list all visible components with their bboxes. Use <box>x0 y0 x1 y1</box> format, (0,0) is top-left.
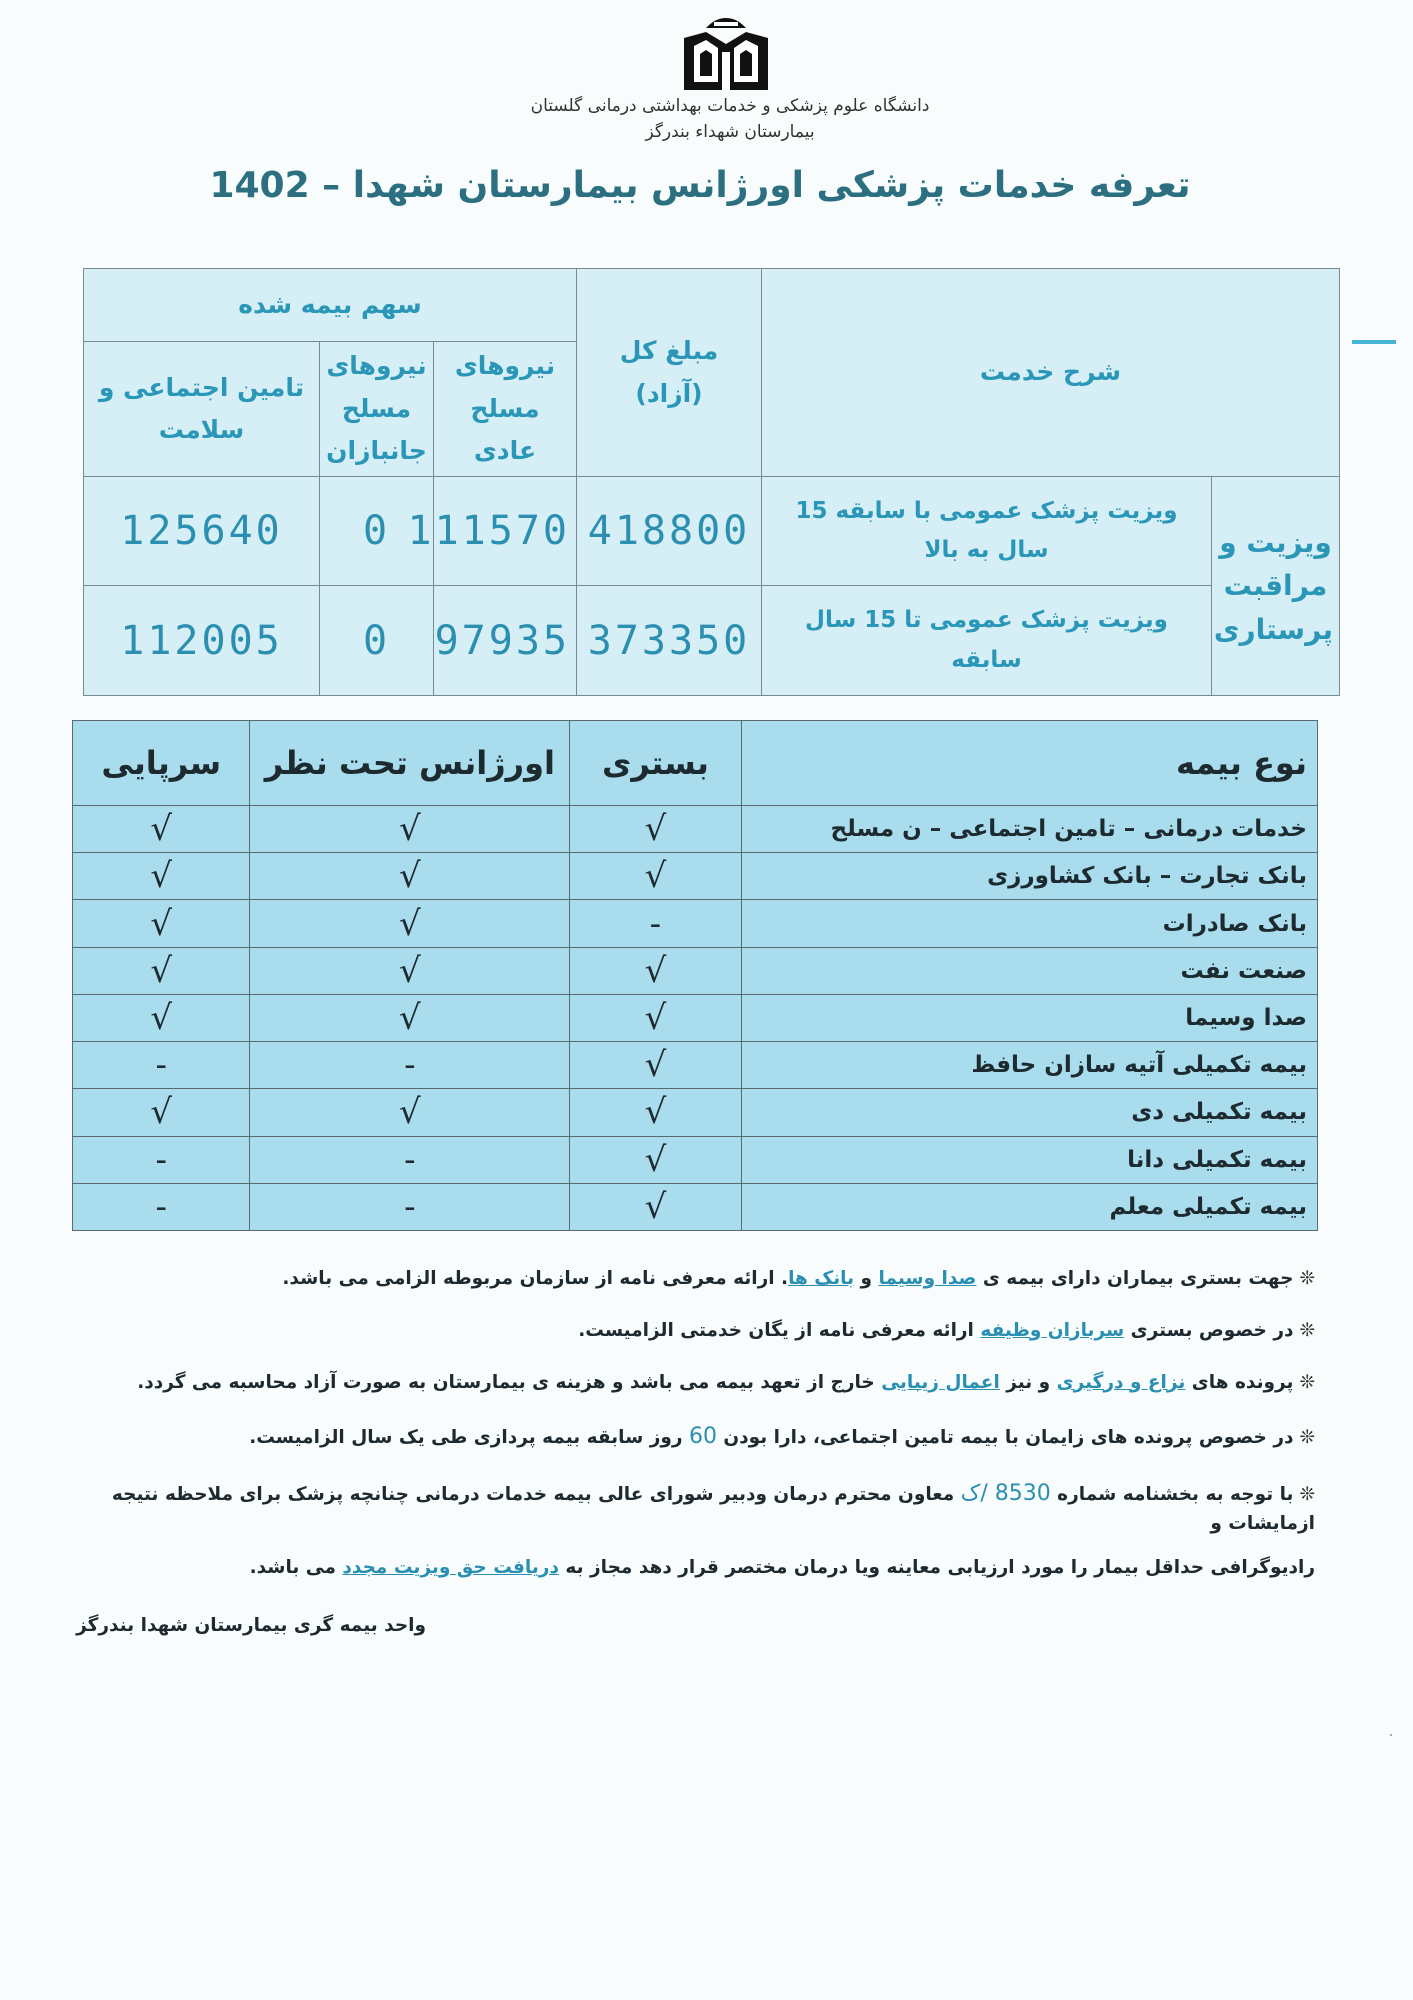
note-text: . ارائه معرفی نامه از سازمان مربوطه الزامی می باشد. <box>282 1268 789 1289</box>
emergency-mark: √ <box>250 1089 570 1136</box>
emergency-mark: - <box>250 1136 570 1183</box>
outpatient-mark: √ <box>73 853 250 900</box>
emergency-mark: - <box>250 1183 570 1230</box>
note-item <box>95 1369 1315 1397</box>
inpatient-mark: √ <box>570 853 741 900</box>
university-logo <box>676 14 776 94</box>
note-item <box>95 1477 1315 1538</box>
note-text: پرونده های <box>1185 1371 1294 1393</box>
insurance-name: خدمات درمانی – تامین اجتماعی – ن مسلح <box>741 806 1317 853</box>
note-number: 8530 <box>994 1481 1051 1507</box>
hospital-name: بیمارستان شهداء بندرگز <box>645 122 815 142</box>
note-text: با توجه به بخشنامه شماره <box>1050 1484 1294 1506</box>
header-insured-share: سهم بیمه شده <box>84 269 577 342</box>
note-text: خارج از تعهد بیمه می باشد و هزینه ی بیمارستان به صورت آزاد محاسبه می گردد. <box>137 1371 882 1393</box>
header-armed-regular: نیروهای مسلح عادی <box>434 342 577 477</box>
table-row <box>73 1136 1318 1183</box>
header-total-fee: مبلغ کل (آزاد) <box>577 269 762 477</box>
table-row <box>84 586 1340 696</box>
table-row <box>73 1183 1318 1230</box>
table-row <box>84 477 1340 586</box>
social-security-cell: 112005 <box>84 586 320 696</box>
margin-dash <box>1352 340 1396 344</box>
fee-table <box>83 268 1340 696</box>
header-social-security: تامین اجتماعی و سلامت <box>84 342 320 477</box>
insurance-table <box>72 720 1318 1231</box>
emergency-mark: √ <box>250 947 570 994</box>
insurance-name: بیمه تکمیلی دانا <box>741 1136 1317 1183</box>
inpatient-mark: √ <box>570 1183 741 1230</box>
insurance-name: صنعت نفت <box>741 947 1317 994</box>
social-security-cell: 125640 <box>84 477 320 586</box>
table-row <box>73 900 1318 947</box>
insurance-name: بیمه تکمیلی معلم <box>741 1183 1317 1230</box>
outpatient-mark: √ <box>73 1089 250 1136</box>
note-ref: /ک <box>960 1481 995 1507</box>
emergency-mark: √ <box>250 900 570 947</box>
insurance-name: بانک صادرات <box>741 900 1317 947</box>
bullet-icon: ❊ <box>1299 1268 1315 1289</box>
insurance-name: صدا وسیما <box>741 994 1317 1041</box>
armed-regular-cell: 97935 <box>434 586 577 696</box>
note-item <box>95 1265 1315 1293</box>
note-text: و نیز <box>999 1371 1057 1393</box>
inpatient-mark: √ <box>570 994 741 1041</box>
note-text: و <box>854 1268 879 1289</box>
inpatient-mark: √ <box>570 947 741 994</box>
note-number: 60 <box>688 1424 717 1450</box>
note-text: می باشد. <box>249 1557 343 1578</box>
outpatient-mark: - <box>73 1042 250 1089</box>
bullet-icon: ❊ <box>1299 1319 1315 1341</box>
table-row <box>73 853 1318 900</box>
outpatient-mark: - <box>73 1183 250 1230</box>
header-emergency-observation: اورژانس تحت نظر <box>250 721 570 806</box>
table-row <box>73 1042 1318 1089</box>
insurance-name: بیمه تکمیلی دی <box>741 1089 1317 1136</box>
emergency-mark: √ <box>250 853 570 900</box>
service-cell: ویزیت پزشک عمومی با سابقه 15 سال به بالا <box>762 477 1212 586</box>
bullet-icon: ❊ <box>1299 1427 1315 1449</box>
page-speck <box>1390 1734 1392 1736</box>
emergency-mark: - <box>250 1042 570 1089</box>
note-item-continued <box>95 1554 1315 1582</box>
insurance-name: بانک تجارت – بانک کشاورزی <box>741 853 1317 900</box>
note-text: معاون محترم درمان ودبیر شورای عالی بیمه خدمات درمانی چنانچه پزشک برای ملاحظه نتیجه ازمایشات و <box>111 1484 1315 1535</box>
table-row <box>73 1089 1318 1136</box>
header-service-desc: شرح خدمت <box>762 269 1340 477</box>
note-item <box>95 1317 1315 1345</box>
armed-regular-cell: 111570 <box>434 477 577 586</box>
note-underline: نزاع و درگیری <box>1056 1371 1186 1393</box>
header-outpatient: سرپایی <box>73 721 250 806</box>
inpatient-mark: √ <box>570 1089 741 1136</box>
notes-section <box>95 1265 1315 1606</box>
armed-veterans-cell: 0 <box>320 477 434 586</box>
inpatient-mark: √ <box>570 1042 741 1089</box>
table-row <box>73 806 1318 853</box>
note-underline: سربازان وظیفه <box>980 1319 1125 1341</box>
note-underline: بانک ها <box>788 1268 855 1289</box>
note-text: در خصوص بستری <box>1124 1319 1294 1341</box>
bullet-icon: ❊ <box>1299 1371 1315 1393</box>
emergency-mark: √ <box>250 994 570 1041</box>
insurance-table-header-row <box>73 721 1318 806</box>
emergency-mark: √ <box>250 806 570 853</box>
note-text: ارائه معرفی نامه از یگان خدمتی الزامیست. <box>578 1319 981 1341</box>
outpatient-mark: √ <box>73 994 250 1041</box>
header-insurance-type: نوع بیمه <box>741 721 1317 806</box>
header-armed-veterans: نیروهای مسلح جانبازان <box>320 342 434 477</box>
signature-line: واحد بیمه گری بیمارستان شهدا بندرگز <box>76 1615 426 1636</box>
total-fee-cell: 373350 <box>577 586 762 696</box>
category-cell: ویزیت و مراقبت پرستاری <box>1212 477 1340 696</box>
university-name: دانشگاه علوم پزشکی و خدمات بهداشتی درمانی گلستان <box>530 96 930 116</box>
outpatient-mark: √ <box>73 806 250 853</box>
note-underline: اعمال زیبایی <box>881 1371 1000 1393</box>
outpatient-mark: √ <box>73 900 250 947</box>
inpatient-mark: √ <box>570 1136 741 1183</box>
header-inpatient: بستری <box>570 721 741 806</box>
table-row <box>73 947 1318 994</box>
table-row <box>73 994 1318 1041</box>
outpatient-mark: - <box>73 1136 250 1183</box>
insurance-name: بیمه تکمیلی آتیه سازان حافظ <box>741 1042 1317 1089</box>
outpatient-mark: √ <box>73 947 250 994</box>
total-fee-cell: 418800 <box>577 477 762 586</box>
note-text: جهت بستری بیماران دارای بیمه ی <box>976 1268 1294 1289</box>
note-text: رادیوگرافی حداقل بیمار را مورد ارزیابی معاینه ویا درمان مختصر قرار دهد مجاز به <box>558 1557 1315 1578</box>
note-text: روز سابقه بیمه پردازی طی یک سال الزامیست. <box>249 1427 689 1449</box>
note-text: در خصوص پرونده های زایمان با بیمه تامین اجتماعی، دارا بودن <box>716 1427 1294 1449</box>
bullet-icon: ❊ <box>1299 1484 1315 1506</box>
fee-table-header-row <box>84 269 1340 342</box>
inpatient-mark: - <box>570 900 741 947</box>
note-item <box>95 1420 1315 1453</box>
service-cell: ویزیت پزشک عمومی تا 15 سال سابقه <box>762 586 1212 696</box>
armed-veterans-cell: 0 <box>320 586 434 696</box>
note-underline: صدا وسیما <box>878 1268 977 1289</box>
page-title: تعرفه خدمات پزشکی اورژانس بیمارستان شهدا – 1402 <box>209 165 1191 206</box>
inpatient-mark: √ <box>570 806 741 853</box>
note-underline: دریافت حق ویزیت مجدد <box>342 1557 559 1578</box>
